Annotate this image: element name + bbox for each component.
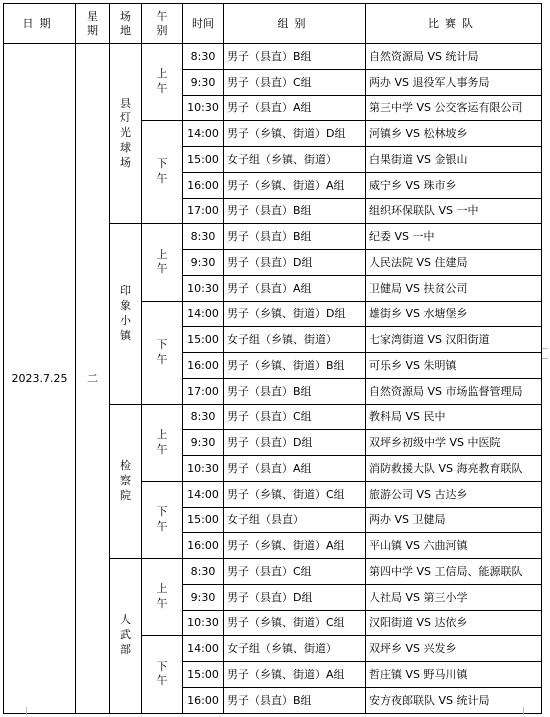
match-time: 15:00 xyxy=(183,147,224,173)
match-group: 男子（县直）A组 xyxy=(224,456,366,482)
match-time: 8:30 xyxy=(183,224,224,250)
match-time: 9:30 xyxy=(183,250,224,276)
date-cell: 2023.7.25 xyxy=(4,44,76,714)
page-corner-mark xyxy=(18,707,27,715)
halfday-am-cell xyxy=(142,44,183,121)
match-group: 男子（乡镇、街道）D组 xyxy=(224,301,366,327)
match-time: 9:30 xyxy=(183,430,224,456)
halfday-am-cell xyxy=(142,559,183,636)
halfday-am-label: 上 午 xyxy=(156,427,168,456)
page-corner-mark xyxy=(542,340,548,349)
match-teams: 双坪乡初级中学 VS 中医院 xyxy=(366,430,542,456)
match-teams: 教科局 VS 民中 xyxy=(366,404,542,430)
match-group: 男子（县直）D组 xyxy=(224,430,366,456)
halfday-pm-cell xyxy=(142,481,183,558)
halfday-pm-cell xyxy=(142,636,183,713)
match-teams: 两办 VS 卫健局 xyxy=(366,507,542,533)
match-group: 男子（县直）D组 xyxy=(224,250,366,276)
match-time: 16:00 xyxy=(183,533,224,559)
header-weekday: 星 期 xyxy=(76,4,110,44)
match-teams: 白果街道 VS 金银山 xyxy=(366,147,542,173)
halfday-pm-cell xyxy=(142,121,183,224)
match-time: 10:30 xyxy=(183,95,224,121)
weekday-cell: 二 xyxy=(76,44,110,714)
match-teams: 第三中学 VS 公交客运有限公司 xyxy=(366,95,542,121)
match-teams: 双坪乡 VS 兴发乡 xyxy=(366,636,542,662)
header-time: 时间 xyxy=(183,4,224,44)
venue-cell xyxy=(110,44,142,224)
match-group: 女子组（乡镇、街道） xyxy=(224,327,366,353)
match-group: 男子（县直）C组 xyxy=(224,559,366,585)
match-time: 15:00 xyxy=(183,327,224,353)
match-group: 男子（乡镇、街道）B组 xyxy=(224,353,366,379)
match-teams: 雄街乡 VS 水塘堡乡 xyxy=(366,301,542,327)
match-group: 女子组（乡镇、街道） xyxy=(224,636,366,662)
match-teams: 纪委 VS 一中 xyxy=(366,224,542,250)
schedule-table xyxy=(3,3,542,714)
header-teams: 比赛队 xyxy=(366,4,542,44)
match-teams: 七家湾街道 VS 汉阳街道 xyxy=(366,327,542,353)
page-corner-mark xyxy=(523,707,532,715)
match-teams: 两办 VS 退役军人事务局 xyxy=(366,69,542,95)
header-date: 日期 xyxy=(4,4,76,44)
match-group: 男子（县直）B组 xyxy=(224,44,366,70)
match-teams: 自然资源局 VS 市场监督管理局 xyxy=(366,378,542,404)
match-teams: 哲庄镇 VS 野马川镇 xyxy=(366,662,542,688)
match-group: 男子（乡镇、街道）A组 xyxy=(224,662,366,688)
match-time: 10:30 xyxy=(183,275,224,301)
match-time: 14:00 xyxy=(183,636,224,662)
schedule-body xyxy=(4,44,542,714)
match-time: 16:00 xyxy=(183,687,224,713)
match-teams: 自然资源局 VS 统计局 xyxy=(366,44,542,70)
match-time: 9:30 xyxy=(183,584,224,610)
halfday-pm-cell xyxy=(142,301,183,404)
match-teams: 卫健局 VS 扶贫公司 xyxy=(366,275,542,301)
venue-cell xyxy=(110,404,142,559)
match-teams: 旅游公司 VS 古达乡 xyxy=(366,481,542,507)
match-group: 男子（县直）A组 xyxy=(224,95,366,121)
match-teams: 平山镇 VS 六曲河镇 xyxy=(366,533,542,559)
match-teams: 消防救援大队 VS 海亮教育联队 xyxy=(366,456,542,482)
match-time: 14:00 xyxy=(183,121,224,147)
halfday-pm-label: 下 午 xyxy=(156,505,168,533)
match-teams: 威宁乡 VS 珠市乡 xyxy=(366,172,542,198)
match-teams: 河镇乡 VS 松林坡乡 xyxy=(366,121,542,147)
match-group: 男子（县直）A组 xyxy=(224,275,366,301)
match-time: 17:00 xyxy=(183,378,224,404)
match-time: 17:00 xyxy=(183,198,224,224)
halfday-pm-label: 下 午 xyxy=(156,659,168,688)
match-group: 男子（乡镇、街道）A组 xyxy=(224,172,366,198)
header-halfday: 午 别 xyxy=(142,4,183,44)
match-teams: 人社局 VS 第三小学 xyxy=(366,584,542,610)
match-group: 男子（乡镇、街道）A组 xyxy=(224,533,366,559)
match-time: 10:30 xyxy=(183,456,224,482)
venue-cell xyxy=(110,224,142,404)
halfday-pm-label: 下 午 xyxy=(156,337,168,366)
match-group: 男子（县直）D组 xyxy=(224,584,366,610)
match-time: 8:30 xyxy=(183,559,224,585)
match-teams: 第四中学 VS 工信局、能源联队 xyxy=(366,559,542,585)
match-group: 男子（县直）C组 xyxy=(224,404,366,430)
match-time: 15:00 xyxy=(183,507,224,533)
halfday-am-label: 上 午 xyxy=(156,582,168,611)
header-venue: 场 地 xyxy=(110,4,142,44)
halfday-am-label: 上 午 xyxy=(156,247,168,276)
venue-name: 县 灯 光 球 场 xyxy=(120,96,131,169)
match-teams: 汉阳街道 VS 达依乡 xyxy=(366,610,542,636)
match-teams: 人民法院 VS 住建局 xyxy=(366,250,542,276)
halfday-pm-label: 下 午 xyxy=(156,157,168,186)
match-teams: 可乐乡 VS 朱明镇 xyxy=(366,353,542,379)
venue-name: 检 察 院 xyxy=(120,458,131,502)
match-time: 8:30 xyxy=(183,404,224,430)
match-group: 男子（县直）C组 xyxy=(224,69,366,95)
venue-cell xyxy=(110,559,142,714)
match-group: 男子（乡镇、街道）C组 xyxy=(224,610,366,636)
header-row xyxy=(4,4,542,44)
halfday-am-cell xyxy=(142,224,183,301)
match-time: 15:00 xyxy=(183,662,224,688)
match-teams: 安方夜郎联队 VS 统计局 xyxy=(366,687,542,713)
match-group: 女子组（县直） xyxy=(224,507,366,533)
match-time: 14:00 xyxy=(183,301,224,327)
match-group: 男子（县直）B组 xyxy=(224,687,366,713)
venue-name: 人 武 部 xyxy=(120,613,131,657)
match-group: 男子（乡镇、街道）C组 xyxy=(224,481,366,507)
match-teams: 组织环保联队 VS 一中 xyxy=(366,198,542,224)
match-group: 男子（县直）B组 xyxy=(224,378,366,404)
match-time: 8:30 xyxy=(183,44,224,70)
venue-name: 印 象 小 镇 xyxy=(120,284,131,342)
match-group: 男子（县直）B组 xyxy=(224,198,366,224)
halfday-am-cell xyxy=(142,404,183,481)
match-time: 16:00 xyxy=(183,353,224,379)
match-time: 10:30 xyxy=(183,610,224,636)
match-time: 16:00 xyxy=(183,172,224,198)
match-row xyxy=(4,44,542,70)
match-time: 14:00 xyxy=(183,481,224,507)
match-time: 9:30 xyxy=(183,69,224,95)
match-group: 男子（县直）B组 xyxy=(224,224,366,250)
match-group: 男子（乡镇、街道）D组 xyxy=(224,121,366,147)
halfday-am-label: 上 午 xyxy=(156,67,168,96)
page-corner-mark xyxy=(542,358,548,367)
match-group: 女子组（乡镇、街道） xyxy=(224,147,366,173)
header-group: 组别 xyxy=(224,4,366,44)
